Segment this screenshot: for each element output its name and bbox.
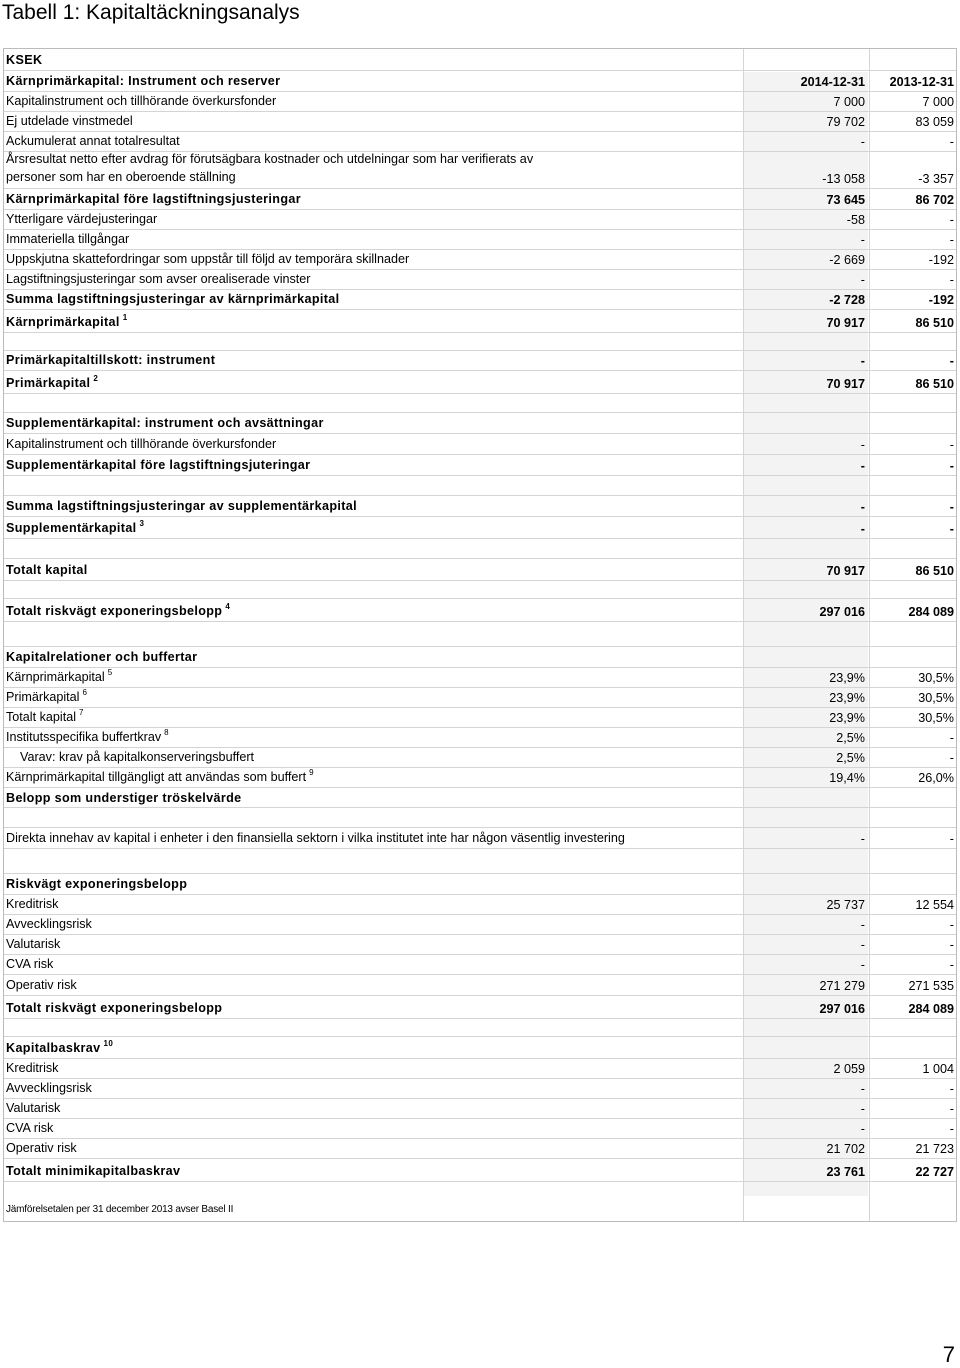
- currency-label: KSEK: [6, 53, 43, 67]
- row-label: Kapitalinstrument och tillhörande överkursfonder: [6, 94, 277, 108]
- row-label: Summa lagstiftningsjusteringar av kärnprimärkapital: [6, 292, 340, 306]
- row-label: Supplementärkapital: instrument och avsättningar: [6, 416, 324, 430]
- header-col-2013: 2013-12-31: [889, 75, 954, 89]
- value-2013: -: [949, 1122, 954, 1136]
- value-2013: -192: [928, 293, 954, 307]
- value-2013: 26,0%: [918, 771, 954, 785]
- value-2014: -: [860, 438, 865, 452]
- value-2013: 284 089: [908, 1002, 954, 1016]
- value-2013: 86 510: [915, 377, 954, 391]
- value-2013: -: [949, 135, 954, 149]
- value-2014: -: [860, 1082, 865, 1096]
- value-2014: -2 669: [829, 253, 865, 267]
- row-label: Ej utdelade vinstmedel: [6, 114, 133, 128]
- footnote-ref: 2: [93, 374, 99, 383]
- row-label: Primärkapital $^6$: [6, 688, 87, 704]
- row-label: Valutarisk: [6, 937, 61, 951]
- value-2014: -2 728: [829, 293, 865, 307]
- header-label: Kärnprimärkapital: Instrument och reserver: [6, 74, 281, 88]
- value-2014: 21 702: [826, 1142, 865, 1156]
- value-2014: -: [860, 233, 865, 247]
- value-2014: -: [860, 1122, 865, 1136]
- row-label: Operativ risk: [6, 1141, 77, 1155]
- value-2013: 21 723: [915, 1142, 954, 1156]
- value-2014: -: [860, 135, 865, 149]
- value-2013: -3 357: [918, 172, 954, 186]
- footnote: Jämförelsetalen per 31 december 2013 avser Basel II: [6, 1204, 234, 1215]
- value-2013: 271 535: [908, 979, 954, 993]
- value-2013: -192: [928, 253, 954, 267]
- value-2013: 7 000: [922, 95, 954, 109]
- value-2013: 22 727: [915, 1165, 954, 1179]
- value-2013: 30,5%: [918, 711, 954, 725]
- footnote-ref: 9: [309, 768, 314, 777]
- value-2013: -: [949, 1082, 954, 1096]
- row-label: Kreditrisk: [6, 897, 59, 911]
- row-label: CVA risk: [6, 1121, 54, 1135]
- value-2013: 30,5%: [918, 691, 954, 705]
- value-2013: -: [949, 918, 954, 932]
- footnote-ref: 6: [82, 688, 87, 697]
- row-label: Belopp som understiger tröskelvärde: [6, 791, 242, 805]
- footnote-ref: 10: [103, 1039, 114, 1048]
- value-2014: 2,5%: [836, 731, 865, 745]
- value-2013: 30,5%: [918, 671, 954, 685]
- value-2014: 2 059: [833, 1062, 865, 1076]
- value-2014: 7 000: [833, 95, 865, 109]
- value-2013: -: [949, 751, 954, 765]
- value-2013: -: [949, 1102, 954, 1116]
- row-label: Kärnprimärkapital $^1$: [6, 313, 128, 329]
- row-label: Kärnprimärkapital före lagstiftningsjusteringar: [6, 192, 301, 206]
- footnote-ref: 3: [139, 519, 145, 528]
- header-col-2014: 2014-12-31: [800, 75, 865, 89]
- row-label: Kärnprimärkapital tillgängligt att användas som buffert $^9$: [6, 768, 314, 784]
- value-2014: -: [860, 938, 865, 952]
- row-label: Totalt riskvägt exponeringsbelopp $^4$: [6, 602, 231, 618]
- value-2013: 83 059: [915, 115, 954, 129]
- footnote-ref: 4: [225, 602, 231, 611]
- row-label: Totalt minimikapitalbaskrav: [6, 1164, 181, 1178]
- row-label: Institutsspecifika buffertkrav $^8$: [6, 728, 169, 744]
- value-2013: 12 554: [915, 898, 954, 912]
- value-2014: 23,9%: [829, 671, 865, 685]
- value-2014: -: [860, 354, 865, 368]
- value-2013: -: [949, 958, 954, 972]
- value-2014: -: [860, 522, 865, 536]
- footnote-ref: 8: [164, 728, 169, 737]
- value-2013: -: [949, 522, 954, 536]
- value-2014: 271 279: [819, 979, 865, 993]
- value-2014: -: [860, 459, 865, 473]
- value-2013: -: [949, 938, 954, 952]
- page-number: 7: [942, 1342, 955, 1367]
- value-2014: 23 761: [826, 1165, 865, 1179]
- value-2014: 25 737: [826, 898, 865, 912]
- value-2013: -: [949, 354, 954, 368]
- value-2014: -13 058: [822, 172, 865, 186]
- value-2014: 23,9%: [829, 691, 865, 705]
- table-frame: [3, 48, 957, 1222]
- row-label: Immateriella tillgångar: [6, 232, 130, 246]
- row-label: Lagstiftningsjusteringar som avser orealiserade vinster: [6, 272, 311, 286]
- row-label: Ytterligare värdejusteringar: [6, 212, 158, 226]
- value-2013: -: [949, 832, 954, 846]
- value-2014: -: [860, 500, 865, 514]
- value-2013: -: [949, 213, 954, 227]
- value-2014: -: [860, 1102, 865, 1116]
- footnote-ref: 7: [79, 708, 84, 717]
- row-label: Kapitalrelationer och buffertar: [6, 650, 198, 664]
- row-label: Kreditrisk: [6, 1061, 59, 1075]
- value-2014: 297 016: [819, 1002, 865, 1016]
- value-2013: 86 510: [915, 564, 954, 578]
- value-2013: 86 510: [915, 316, 954, 330]
- row-label: Direkta innehav av kapital i enheter i den finansiella sektorn i vilka institutet inte har någon väsentlig investering: [6, 831, 625, 845]
- value-2013: -: [949, 233, 954, 247]
- row-label: Operativ risk: [6, 978, 77, 992]
- row-label: Valutarisk: [6, 1101, 61, 1115]
- page-title: Tabell 1: Kapitaltäckningsanalys: [2, 1, 300, 24]
- row-label: Primärkapital $^2$: [6, 374, 99, 390]
- row-label: Varav: krav på kapitalkonserveringsbuffert: [20, 750, 255, 764]
- value-2013: -: [949, 731, 954, 745]
- row-label: Totalt kapital $^7$: [6, 708, 84, 724]
- footnote-ref: 5: [107, 668, 113, 677]
- value-2014: 73 645: [826, 193, 865, 207]
- row-label: Kapitalbaskrav $^{10}$: [6, 1039, 114, 1055]
- value-2014: -: [860, 958, 865, 972]
- row-label: Riskvägt exponeringsbelopp: [6, 877, 188, 891]
- row-label: Kärnprimärkapital $^5$: [6, 668, 113, 684]
- value-2014: 19,4%: [829, 771, 865, 785]
- value-2014: 70 917: [826, 316, 865, 330]
- value-2014: -: [860, 273, 865, 287]
- row-label: Avvecklingsrisk: [6, 917, 92, 931]
- value-2013: 1 004: [922, 1062, 954, 1076]
- row-label: Primärkapitaltillskott: instrument: [6, 353, 216, 367]
- row-label: Ackumulerat annat totalresultat: [6, 134, 180, 148]
- row-label: Supplementärkapital före lagstiftningsjuteringar: [6, 458, 311, 472]
- row-label: Årsresultat netto efter avdrag för förutsägbara kostnader och utdelningar som har verifierats av personer som har en oberoende ställning: [6, 152, 534, 184]
- value-2014: 2,5%: [836, 751, 865, 765]
- value-2014: 79 702: [826, 115, 865, 129]
- value-2013: 86 702: [915, 193, 954, 207]
- row-label: Avvecklingsrisk: [6, 1081, 92, 1095]
- footnote-ref: 1: [122, 313, 128, 322]
- row-label: Uppskjutna skattefordringar som uppstår till följd av temporära skillnader: [6, 252, 410, 266]
- value-2014: -: [860, 918, 865, 932]
- row-label: CVA risk: [6, 957, 54, 971]
- value-2013: -: [949, 500, 954, 514]
- row-label: Totalt kapital: [6, 563, 88, 577]
- value-2013: -: [949, 438, 954, 452]
- value-2013: -: [949, 459, 954, 473]
- value-2014: -58: [846, 213, 865, 227]
- row-label: Kapitalinstrument och tillhörande överkursfonder: [6, 437, 277, 451]
- row-label: Totalt riskvägt exponeringsbelopp: [6, 1001, 223, 1015]
- value-2013: -: [949, 273, 954, 287]
- value-2014: 297 016: [819, 605, 865, 619]
- row-label: Summa lagstiftningsjusteringar av supplementärkapital: [6, 499, 357, 513]
- value-2014: 23,9%: [829, 711, 865, 725]
- value-2014: 70 917: [826, 564, 865, 578]
- value-2014: 70 917: [826, 377, 865, 391]
- row-label: Supplementärkapital $^3$: [6, 519, 145, 535]
- value-2014: -: [860, 832, 865, 846]
- value-2013: 284 089: [908, 605, 954, 619]
